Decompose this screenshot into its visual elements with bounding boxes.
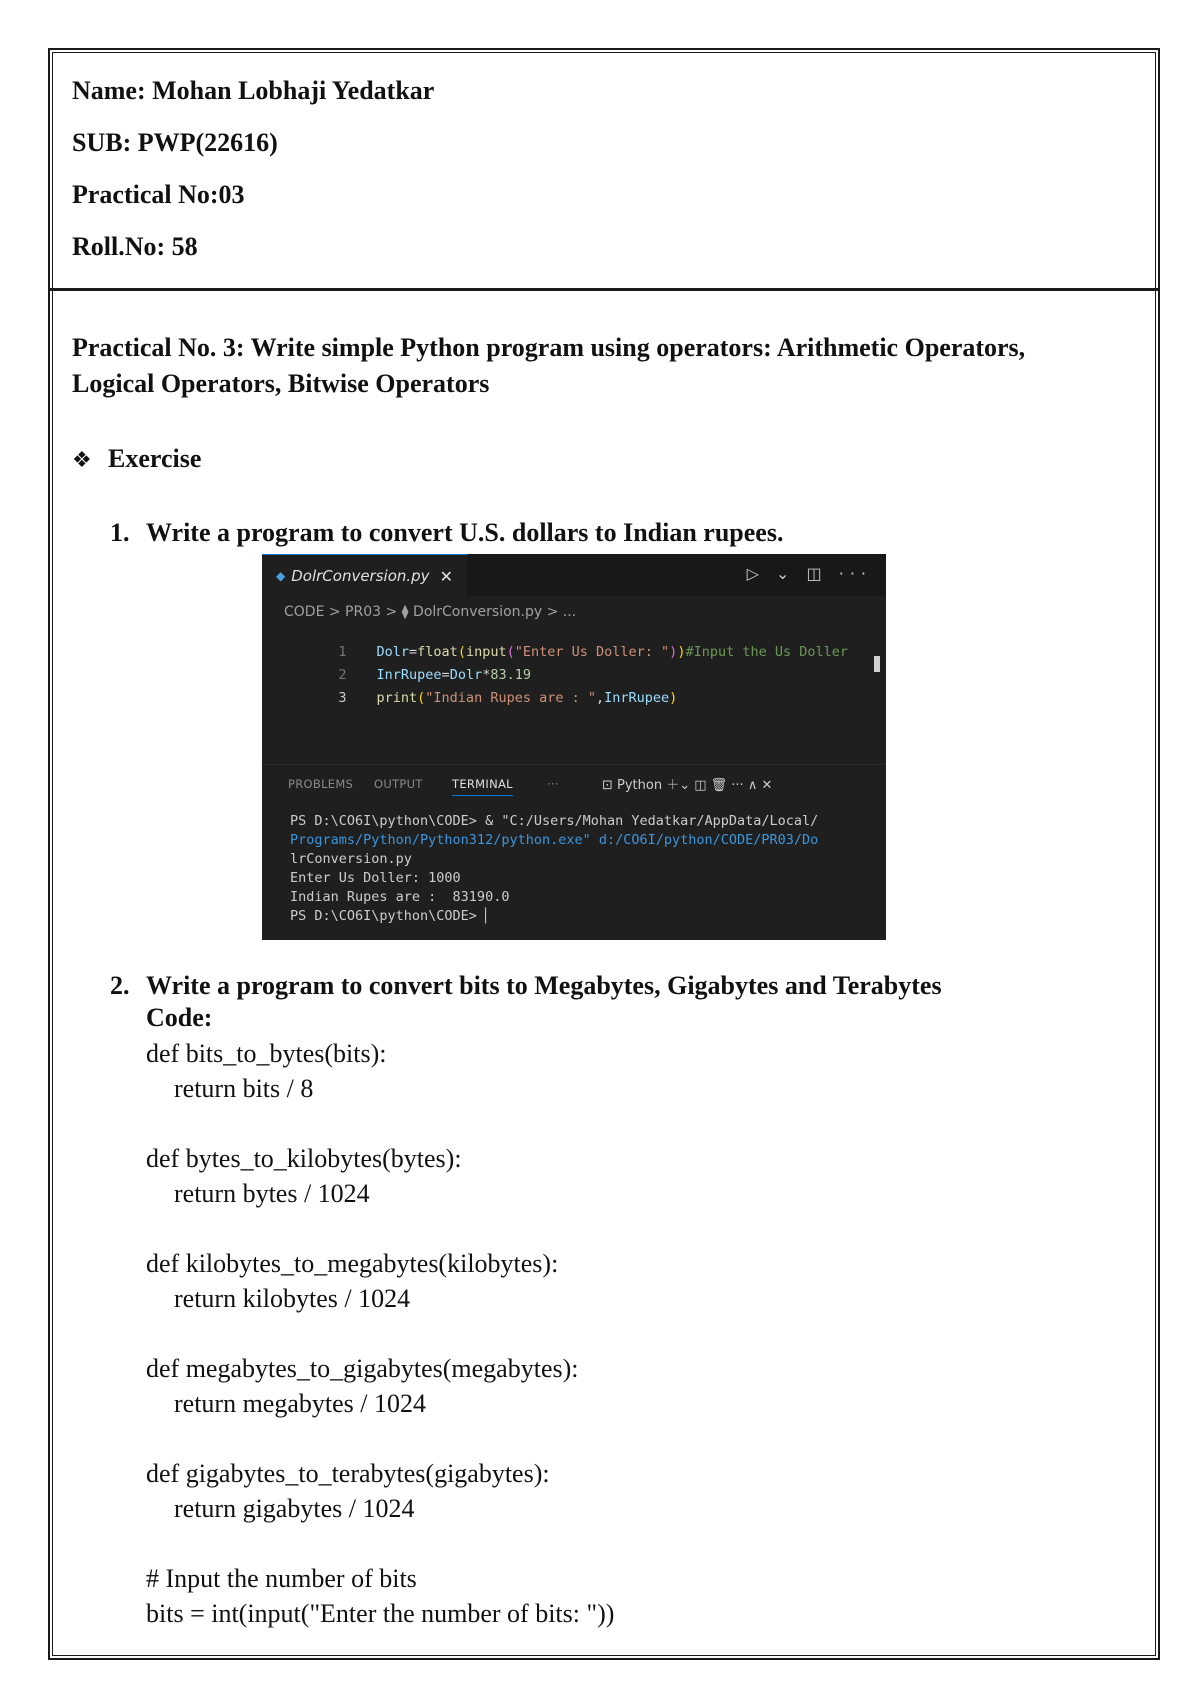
- practical-title: [72, 330, 1132, 402]
- editor-actions[interactable]: ▷ ⌄ ◫ ···: [746, 564, 872, 583]
- terminal-line-5: Indian Rupes are : 83190.0: [290, 889, 510, 905]
- code-listing-line: def gigabytes_to_terabytes(gigabytes):: [146, 1459, 550, 1488]
- tab-output[interactable]: OUTPUT: [374, 777, 423, 791]
- question-number: 1.: [110, 518, 130, 547]
- practical-number: Practical No:03: [72, 180, 245, 209]
- panel-header: [262, 764, 886, 801]
- panel-more-icon[interactable]: ···: [547, 777, 559, 791]
- code-listing-line: bits = int(input("Enter the number of bits: ")): [146, 1599, 615, 1628]
- editor-tab[interactable]: [262, 554, 467, 597]
- question-2: [110, 969, 942, 1003]
- line-number: 1: [338, 644, 347, 660]
- line-number: 2: [338, 667, 347, 683]
- code-listing-line: return gigabytes / 1024: [174, 1494, 415, 1523]
- python-file-icon: ◆: [276, 569, 286, 583]
- practical-title-line-2: Logical Operators, Bitwise Operators: [72, 369, 490, 398]
- code-line-1: 1 Dolr=float(input("Enter Us Doller: "))#Input the Us Doller: [262, 628, 848, 650]
- terminal-line-2: Programs/Python/Python312/python.exe" d:/CO6I/python/CODE/PR03/Do: [290, 832, 819, 848]
- breadcrumb[interactable]: CODE > PR03 > ⧫ DolrConversion.py > ...: [284, 604, 577, 620]
- editor-tab-label: DolrConversion.py: [291, 567, 430, 585]
- terminal-line-4: Enter Us Doller: 1000: [290, 870, 461, 886]
- roll-number: Roll.No: 58: [72, 232, 198, 261]
- code-listing-line: return bytes / 1024: [174, 1179, 370, 1208]
- question-1: [110, 516, 783, 550]
- code-listing-line: def kilobytes_to_megabytes(kilobytes):: [146, 1249, 559, 1278]
- subject: SUB: PWP(22616): [72, 128, 278, 157]
- code-label: Code:: [146, 1003, 213, 1032]
- code-listing-line: # Input the number of bits: [146, 1564, 417, 1593]
- editor-tab-bar: [262, 554, 886, 596]
- exercise-heading: [72, 444, 201, 476]
- terminal-controls[interactable]: ⊡ Python ＋⌄ ◫ 🗑 ··· ∧ ✕: [602, 778, 773, 793]
- terminal-line-3: lrConversion.py: [290, 851, 412, 867]
- tab-terminal[interactable]: TERMINAL: [452, 777, 513, 796]
- code-listing-line: return bits / 8: [174, 1074, 314, 1103]
- tab-problems[interactable]: PROBLEMS: [288, 777, 354, 791]
- code-listing-line: def bytes_to_kilobytes(bytes):: [146, 1144, 462, 1173]
- vscode-screenshot: [262, 554, 886, 940]
- header-divider: [50, 288, 1158, 291]
- question-number: 2.: [110, 971, 130, 1000]
- student-name: Name: Mohan Lobhaji Yedatkar: [72, 76, 435, 105]
- question-text: Write a program to convert U.S. dollars to Indian rupees.: [146, 518, 784, 547]
- terminal-line-1: PS D:\CO6I\python\CODE> & "C:/Users/Mohan Yedatkar/AppData/Local/: [290, 813, 819, 829]
- diamond-bullet-icon: ❖: [72, 448, 92, 473]
- exercise-label: Exercise: [108, 444, 202, 473]
- code-line-2: 2 InrRupee=Dolr*83.19: [262, 651, 531, 673]
- code-listing-line: def megabytes_to_gigabytes(megabytes):: [146, 1354, 579, 1383]
- code-line-3: 3 print("Indian Rupes are : ",InrRupee): [262, 674, 677, 696]
- question-text: Write a program to convert bits to Megabytes, Gigabytes and Terabytes: [146, 971, 942, 1000]
- terminal-line-6[interactable]: PS D:\CO6I\python\CODE> ▏: [290, 908, 494, 924]
- code-listing-line: return megabytes / 1024: [174, 1389, 426, 1418]
- code-listing-line: return kilobytes / 1024: [174, 1284, 411, 1313]
- code-listing-line: def bits_to_bytes(bits):: [146, 1039, 387, 1068]
- practical-title-line-1: Practical No. 3: Write simple Python program using operators: Arithmetic Operators,: [72, 333, 1026, 362]
- scrollbar-thumb[interactable]: [874, 656, 880, 672]
- line-number: 3: [338, 690, 347, 706]
- close-tab-icon[interactable]: ✕: [439, 566, 453, 586]
